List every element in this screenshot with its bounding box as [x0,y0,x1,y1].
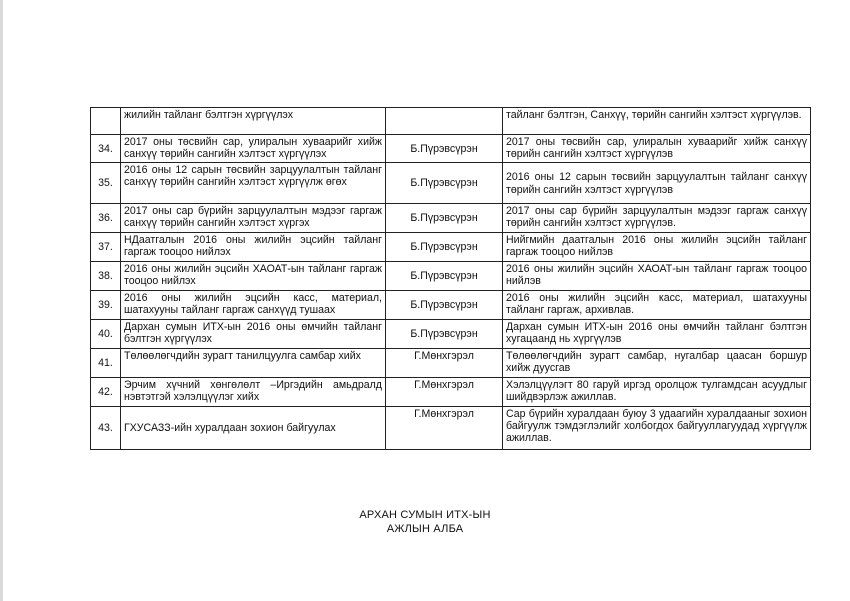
table-row [91,135,811,163]
result-cell: 2017 оны сар бүрийн зарцуулалтын мэдээг гаргаж санхүү төрийн сангийн хэлтэст хүргүүлэв. [503,204,811,233]
table-row [91,233,811,262]
footer-line-1: АРХАН СУМЫН ИТХ-ЫН [359,509,491,521]
table-row [91,108,811,135]
row-number [91,108,121,135]
task-cell: 2016 оны жилийн эцсийн касс, материал, шатахууны тайланг гаргаж санхүүд тушаах [121,291,386,320]
row-number: 40. [91,320,121,349]
task-cell: Дархан сумын ИТХ-ын 2016 оны өмчийн тайланг бэлтгэн хүргүүлэх [121,320,386,349]
result-cell: 2017 оны төсвийн сар, улиралын хуваарийг хийж санхүү төрийн сангийн хэлтэст хүргүүлэв [503,135,811,163]
result-cell: Сар бүрийн хуралдаан буюу 3 удаагийн хуралдааныг зохион байгуулж тэмдэглэлийг холбогдох байгууллагуудад хүргүүлж ажиллав. [503,407,811,450]
result-cell: Хэлэлцүүлэгт 80 гаруй иргэд оролцож тулгамдсан асуудлыг шийдвэрлэж ажиллав. [503,378,811,407]
row-number: 41. [91,349,121,378]
result-cell: тайланг бэлтгэн, Санхүү, төрийн сангийн хэлтэст хүргүүлэв. [503,108,811,135]
table-row [91,204,811,233]
task-cell: 2016 оны жилийн эцсийн ХАОАТ-ын тайланг гаргаж тооцоо нийлэх [121,262,386,291]
report-table [90,107,811,450]
table-row [91,407,811,450]
task-cell: 2017 оны сар бүрийн зарцуулалтын мэдээг гаргаж санхүү төрийн сангийн хэлтэст хүргэх [121,204,386,233]
result-cell: Нийгмийн даатгалын 2016 оны жилийн эцсийн тайланг гаргаж тооцоо нийлэв [503,233,811,262]
table-row [91,262,811,291]
task-cell: НДаатгалын 2016 оны жилийн эцсийн тайланг гаргаж тооцоо нийлэх [121,233,386,262]
table-row [91,320,811,349]
responsible-cell: Г.Мөнхгэрэл [386,407,503,450]
responsible-cell: Б.Пүрэвсүрэн [386,135,503,163]
row-number: 35. [91,163,121,204]
responsible-cell: Б.Пүрэвсүрэн [386,320,503,349]
responsible-cell: Б.Пүрэвсүрэн [386,233,503,262]
table-row [91,378,811,407]
result-cell: Төлөөлөгчдийн зурагт самбар, нугалбар цаасан боршур хийж дуусгав [503,349,811,378]
result-cell: 2016 оны жилийн эцсийн касс, материал, шатахууны тайланг гаргаж, архивлав. [503,291,811,320]
responsible-cell: Б.Пүрэвсүрэн [386,204,503,233]
table-row [91,349,811,378]
responsible-cell: Г.Мөнхгэрэл [386,378,503,407]
responsible-cell: Б.Пүрэвсүрэн [386,262,503,291]
row-number: 38. [91,262,121,291]
row-number: 36. [91,204,121,233]
footer-line-2: АЖЛЫН АЛБА [386,523,464,535]
task-cell: Эрчим хүчний хөнгөлөлт –Иргэдийн амьдралд нэвтэтгэй хэлэлцүүлэг хийх [121,378,386,407]
result-cell: 2016 оны жилийн эцсийн ХАОАТ-ын тайланг гаргаж тооцоо нийлэв [503,262,811,291]
responsible-cell: Б.Пүрэвсүрэн [386,163,503,204]
task-cell: Төлөөлөгчдийн зурагт танилцуулга самбар хийх [121,349,386,378]
table-row [91,291,811,320]
task-cell: 2016 оны 12 сарын төсвийн зарцуулалтын тайланг санхүү төрийн сангийн хэлтэст хүргүүлж өгөх [121,163,386,204]
row-number: 39. [91,291,121,320]
result-cell: 2016 оны 12 сарын төсвийн зарцуулалтын тайланг санхүү төрийн сангийн хэлтэст хүргүүлэв [503,163,811,204]
row-number: 34. [91,135,121,163]
task-cell: жилийн тайланг бэлтгэн хүргүүлэх [121,108,386,135]
responsible-cell: Б.Пүрэвсүрэн [386,291,503,320]
responsible-cell [386,108,503,135]
row-number: 42. [91,378,121,407]
result-cell: Дархан сумын ИТХ-ын 2016 оны өмчийн тайланг бэлтгэн хугацаанд нь хүргүүлэв [503,320,811,349]
report-table-body [91,108,811,450]
task-cell: ГХУСАЗЗ-ийн хуралдаан зохион байгуулах [121,407,386,450]
office-signature-block [0,508,850,536]
row-number: 43. [91,407,121,450]
row-number: 37. [91,233,121,262]
responsible-cell: Г.Мөнхгэрэл [386,349,503,378]
task-cell: 2017 оны төсвийн сар, улиралын хуваарийг хийж санхүү төрийн сангийн хэлтэст хүргүүлэх [121,135,386,163]
table-row [91,163,811,204]
